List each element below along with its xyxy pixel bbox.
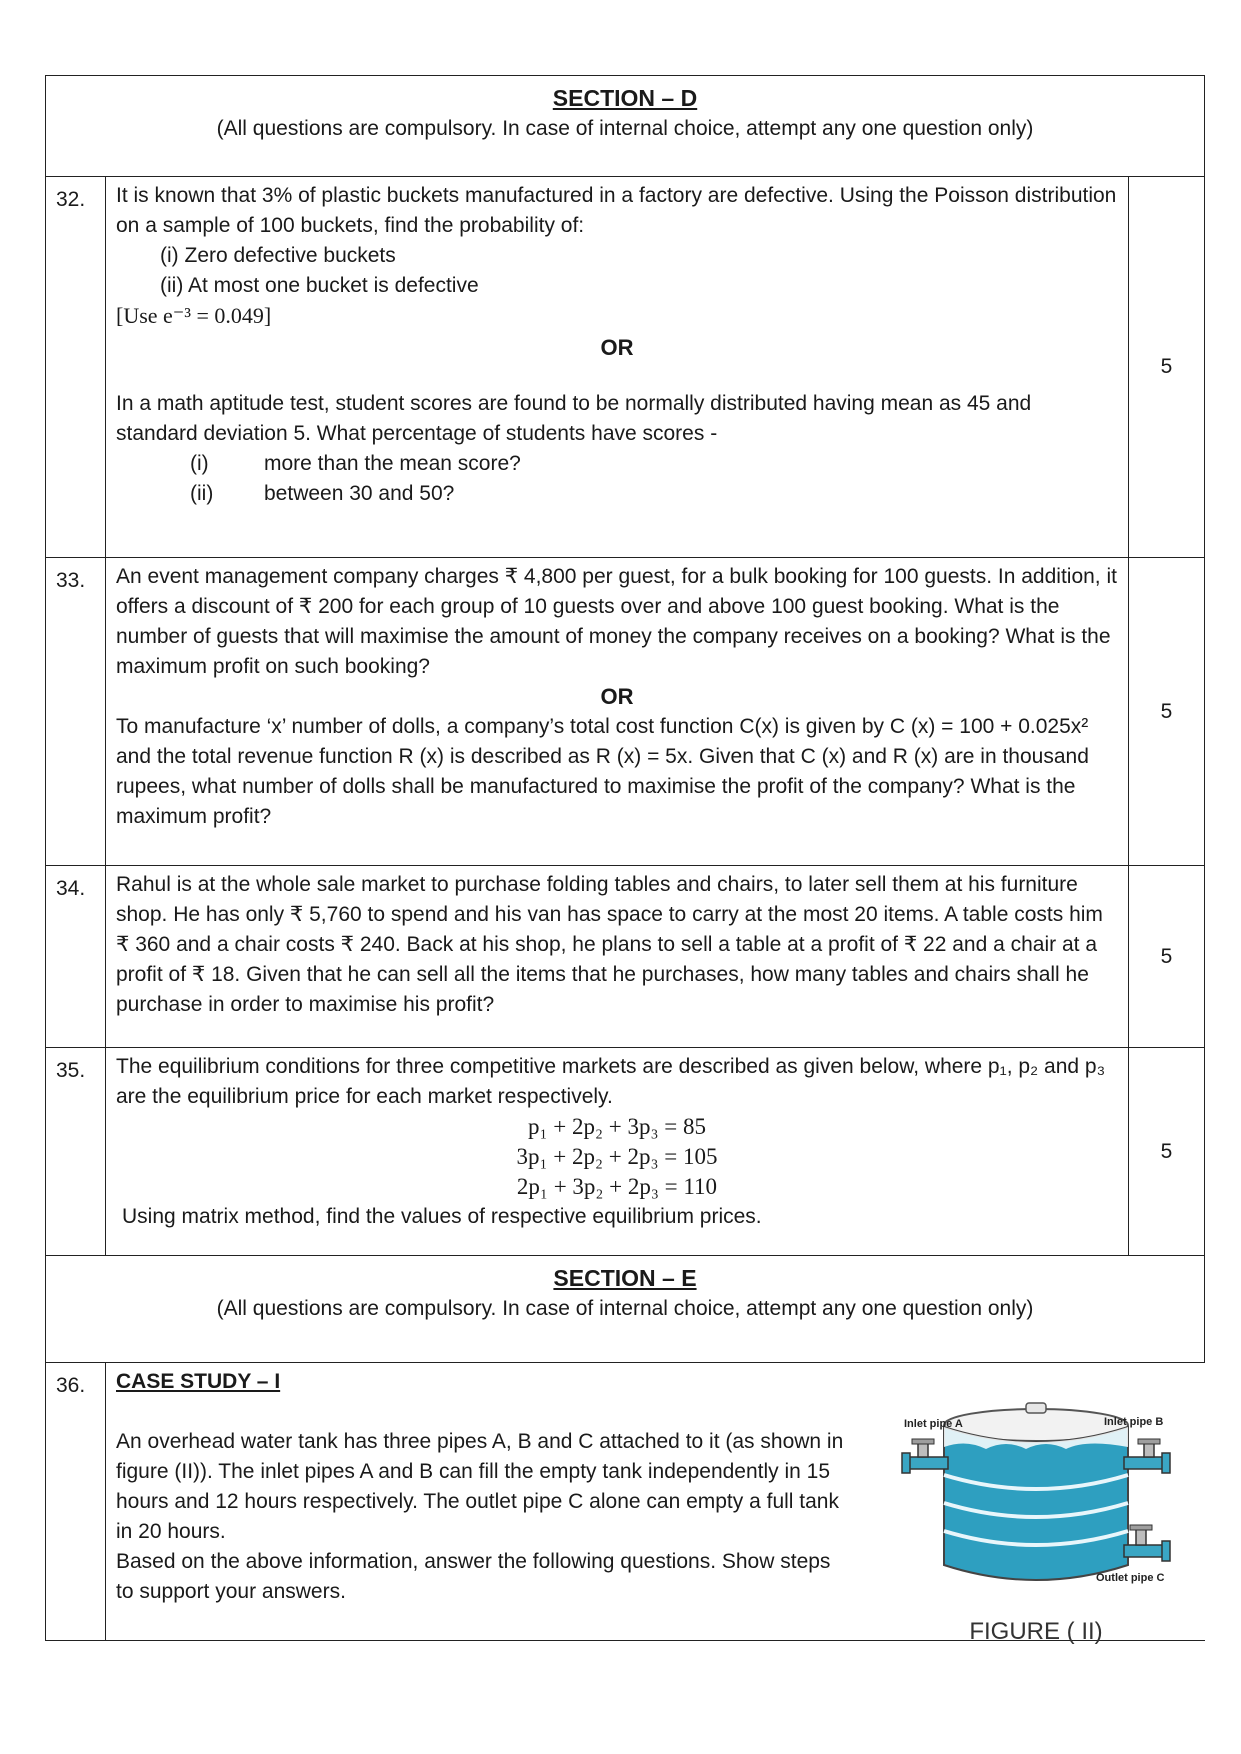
section-e-title: SECTION – E bbox=[553, 1265, 697, 1291]
section-d-subtitle: (All questions are compulsory. In case of internal choice, attempt any one question only) bbox=[216, 117, 1034, 140]
question-table bbox=[45, 75, 1205, 1645]
marks: 5 bbox=[1128, 558, 1204, 866]
question-row-33 bbox=[46, 558, 1205, 866]
section-d-title: SECTION – D bbox=[552, 85, 698, 111]
q32-alt-text: In a math aptitude test, student scores are found to be normally distributed having mean as 45 and standard deviation 5. What percentage of students have scores - bbox=[116, 392, 1032, 445]
case-study-title: CASE STUDY – I bbox=[116, 1370, 281, 1393]
question-row-34 bbox=[46, 866, 1205, 1048]
q35-text: The equilibrium conditions for three competitive markets are described as given below, where p₁, p₂ and p₃ are the equilibrium price for each market respectively. bbox=[116, 1055, 1106, 1108]
label-inlet-pipe-b: Inlet pipe B bbox=[1104, 1416, 1164, 1428]
water-tank-illustration bbox=[886, 1395, 1186, 1615]
question-row-36 bbox=[46, 1363, 1205, 1641]
q32-hint: [Use e⁻³ = 0.049] bbox=[116, 303, 272, 328]
q32-part-ii: (ii) At most one bucket is defective bbox=[160, 274, 479, 297]
q33-alt-text: To manufacture ‘x’ number of dolls, a company’s total cost function C(x) is given by C (x) = 100 + 0.025x² and the total revenue function R (x) is described as R (x) = 5x. Given that C (x) and R (x) are in thousand rupees, what number of dolls shall be manufactured to maximise the profit of the company? What is the maximum profit? bbox=[116, 715, 1089, 828]
q32-alt-part-i-label: (i) bbox=[190, 452, 209, 475]
question-number: 33. bbox=[46, 558, 106, 866]
question-row-35 bbox=[46, 1048, 1205, 1256]
q35-instruction: Using matrix method, find the values of respective equilibrium prices. bbox=[122, 1205, 762, 1228]
water-tank-figure bbox=[886, 1395, 1186, 1645]
or-label: OR bbox=[600, 684, 634, 709]
question-row-32 bbox=[46, 177, 1205, 558]
label-inlet-pipe-a: Inlet pipe A bbox=[904, 1418, 963, 1430]
q32-alt-part-ii: between 30 and 50? bbox=[264, 482, 455, 505]
or-label: OR bbox=[600, 335, 634, 360]
question-number: 32. bbox=[46, 177, 106, 558]
marks: 5 bbox=[1128, 866, 1204, 1048]
q32-alt-part-i: more than the mean score? bbox=[264, 452, 521, 475]
figure-caption: FIGURE ( II) bbox=[969, 1618, 1103, 1645]
equation-3: 2p₁ + 3p₂ + 2p₃ = 110 bbox=[516, 1174, 718, 1199]
q32-part-i: (i) Zero defective buckets bbox=[160, 244, 396, 267]
case-study-text: An overhead water tank has three pipes A, B and C attached to it (as shown in figure (II)). The inlet pipes A and B can fill the empty tank independently in 15 hours and 12 hours respectively. The outlet pipe C alone can empty a full tank in 20 hours. bbox=[116, 1430, 844, 1543]
equation-2: 3p₁ + 2p₂ + 2p₃ = 105 bbox=[516, 1144, 718, 1169]
q32-text: It is known that 3% of plastic buckets manufactured in a factory are defective. Using the Poisson distribution on a sample of 100 buckets, find the probability of: bbox=[116, 184, 1117, 237]
question-paper bbox=[45, 75, 1205, 1645]
question-number: 36. bbox=[46, 1363, 106, 1641]
q32-alt-part-ii-label: (ii) bbox=[190, 482, 214, 505]
marks: 5 bbox=[1128, 1048, 1204, 1256]
section-e-header bbox=[46, 1256, 1205, 1363]
q34-text: Rahul is at the whole sale market to purchase folding tables and chairs, to later sell them at his furniture shop. He has only ₹ 5,760 to spend and his van has space to carry at the most 20 items. A table costs him ₹ 360 and a chair costs ₹ 240. Back at his shop, he plans to sell a table at a profit of ₹ 22 and a chair at a profit of ₹ 18. Given that he can sell all the items that he purchases, how many tables and chairs shall he purchase in order to maximise his profit? bbox=[116, 873, 1103, 1016]
question-number: 34. bbox=[46, 866, 106, 1048]
label-outlet-pipe-c: Outlet pipe C bbox=[1096, 1572, 1165, 1584]
equation-1: p₁ + 2p₂ + 3p₃ = 85 bbox=[527, 1114, 706, 1139]
question-number: 35. bbox=[46, 1048, 106, 1256]
q33-text: An event management company charges ₹ 4,800 per guest, for a bulk booking for 100 guests. In addition, it offers a discount of ₹ 200 for each group of 10 guests over and above 100 guest booking. What is the number of guests that will maximise the amount of money the company receives on a booking? What is the maximum profit on such booking? bbox=[116, 565, 1117, 678]
marks: 5 bbox=[1128, 177, 1204, 558]
section-e-subtitle: (All questions are compulsory. In case of internal choice, attempt any one question only) bbox=[216, 1297, 1034, 1320]
section-d-header bbox=[46, 76, 1205, 177]
case-study-instruction: Based on the above information, answer the following questions. Show steps to support your answers. bbox=[116, 1550, 831, 1603]
